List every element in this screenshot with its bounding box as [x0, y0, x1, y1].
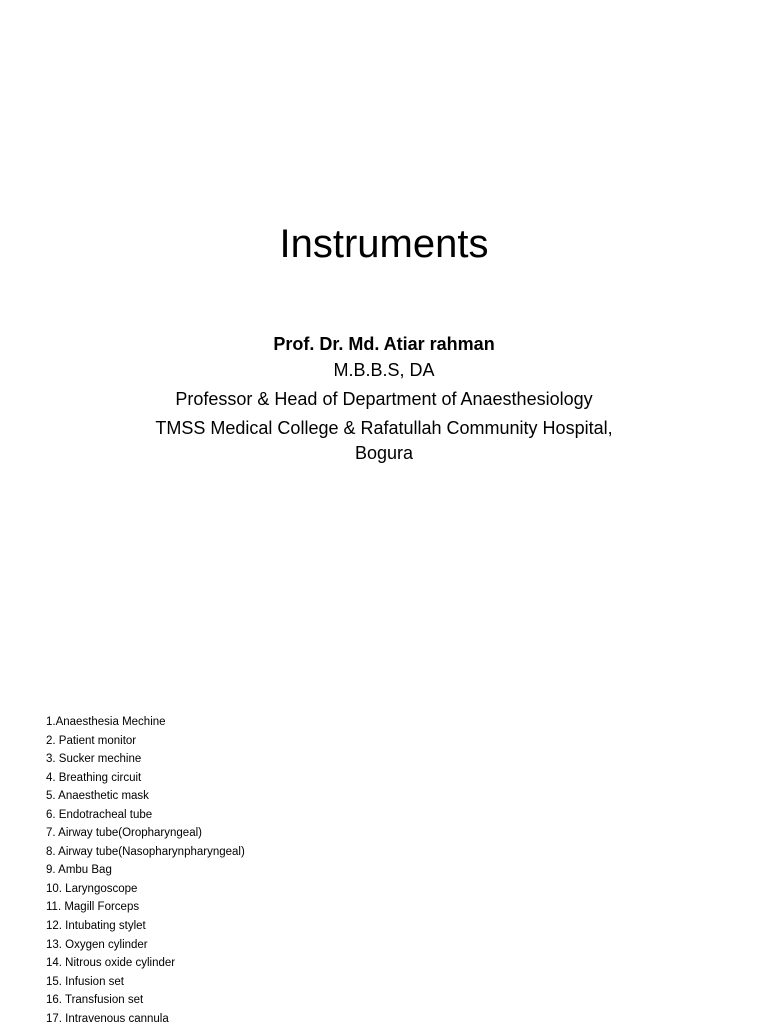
list-item: 2. Patient monitor [46, 734, 137, 747]
list-item: 14. Nitrous oxide cylinder [46, 957, 176, 970]
author-position: Professor & Head of Department of Anaesthesiology [175, 389, 593, 409]
list-item: 6. Endotracheal tube [46, 808, 153, 821]
list-item: 9. Ambu Bag [46, 864, 112, 877]
list-item: 5. Anaesthetic mask [46, 790, 149, 803]
list-item: 17. Intravenous cannula [46, 1012, 169, 1024]
list-item: 3. Sucker mechine [46, 753, 142, 766]
instrument-list [46, 713, 245, 1024]
list-item: 1.Anaesthesia Mechine [46, 716, 166, 728]
list-item: 10. Laryngoscope [46, 882, 138, 895]
instrument-list-slide [0, 713, 768, 1024]
list-item: 12. Intubating stylet [46, 920, 146, 933]
list-item: 16. Transfusion set [46, 994, 144, 1007]
list-item: 15. Infusion set [46, 975, 124, 988]
list-item: 11. Magill Forceps [46, 901, 140, 914]
list-item: 13. Oxygen cylinder [46, 938, 148, 951]
author-degrees: M.B.B.S, DA [333, 360, 435, 380]
list-item: 7. Airway tube(Oropharyngeal) [46, 827, 202, 840]
list-item: 4. Breathing circuit [46, 771, 142, 784]
author-info [130, 332, 638, 466]
slide-title: Instruments [279, 222, 489, 266]
author-name: Prof. Dr. Md. Atiar rahman [273, 334, 495, 354]
author-affiliation: TMSS Medical College & Rafatullah Community Hospital, Bogura [155, 418, 613, 463]
list-item: 8. Airway tube(Nasopharynpharyngeal) [46, 845, 245, 858]
